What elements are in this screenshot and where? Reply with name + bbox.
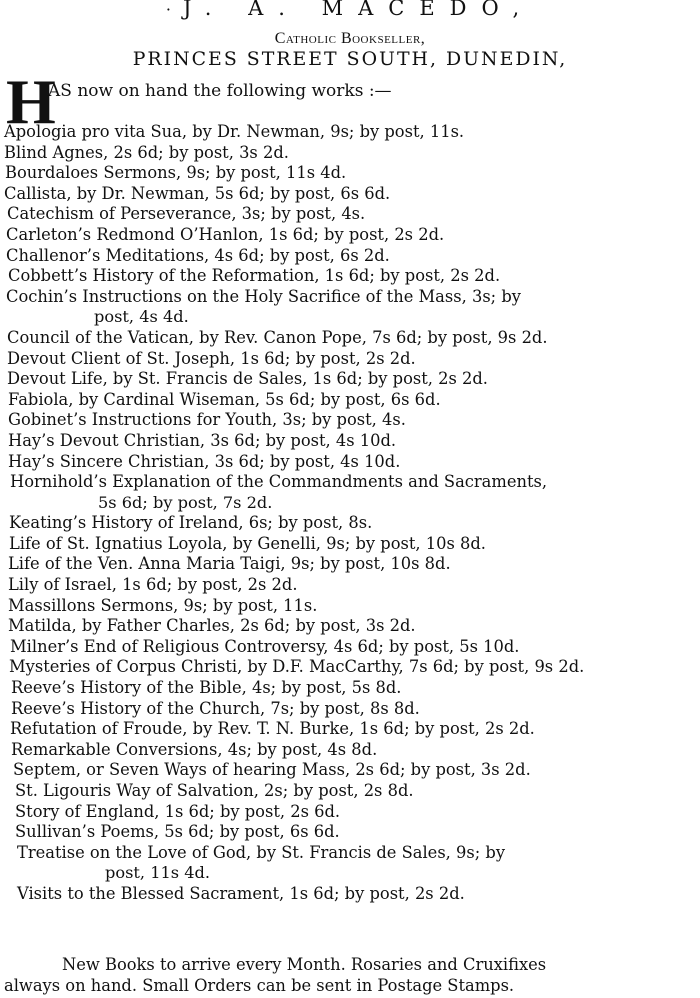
book-entry [0, 349, 700, 370]
book-entry [0, 472, 700, 513]
book-entry-text: Challenor’s Meditations, 4s 6d; by post, 6s 2d. [6, 245, 390, 265]
book-entry-text: Reeve’s History of the Bible, 4s; by post, 5s 8d. [11, 678, 402, 698]
trade-description: Catholic Bookseller, [274, 30, 426, 47]
book-entry-text: Remarkable Conversions, 4s; by post, 4s 8d. [11, 739, 378, 759]
book-entry [0, 740, 700, 761]
book-entry-text: Milner’s End of Religious Controversy, 4s 6d; by post, 5s 10d. [10, 636, 520, 656]
book-entry-text: Visits to the Blessed Sacrament, 1s 6d; by post, 2s 2d. [17, 883, 465, 903]
book-entry-text: Refutation of Froude, by Rev. T. N. Burke, 1s 6d; by post, 2s 2d. [10, 719, 535, 739]
book-entry [0, 596, 700, 617]
book-entry-text: Massillons Sermons, 9s; by post, 11s. [8, 595, 318, 615]
book-entry-continuation: 5s 6d; by post, 7s 2d. [98, 492, 273, 512]
book-entry-text: Council of the Vatican, by Rev. Canon Pope, 7s 6d; by post, 9s 2d. [7, 327, 548, 347]
book-entry [0, 287, 700, 328]
book-entry-text: Story of England, 1s 6d; by post, 2s 6d. [15, 801, 341, 821]
book-entry-text: Treatise on the Love of God, by St. Francis de Sales, 9s; by [17, 842, 506, 862]
book-entry [0, 452, 700, 473]
book-entry [0, 184, 700, 205]
book-entry-text: Mysteries of Corpus Christi, by D.F. MacCarthy, 7s 6d; by post, 9s 2d. [9, 657, 585, 677]
book-entry [0, 534, 700, 555]
advertiser-name-text: J. A. MACEDO, [182, 0, 535, 20]
book-entry [0, 266, 700, 287]
book-entry [0, 637, 700, 658]
book-entry [0, 369, 700, 390]
book-entry-text: Hay’s Devout Christian, 3s 6d; by post, 4s 10d. [8, 430, 397, 450]
book-list [0, 122, 700, 905]
book-entry [0, 431, 700, 452]
book-entry [0, 390, 700, 411]
book-entry [0, 781, 700, 802]
book-entry-continuation: post, 11s 4d. [105, 863, 211, 883]
book-entry-text: Cobbett’s History of the Reformation, 1s 6d; by post, 2s 2d. [8, 266, 501, 286]
book-entry [0, 760, 700, 781]
drop-cap: H [6, 66, 56, 137]
book-entry [0, 657, 700, 678]
book-entry-text: St. Ligouris Way of Salvation, 2s; by post, 2s 8d. [15, 781, 414, 800]
book-entry-text: Carleton’s Redmond O’Hanlon, 1s 6d; by post, 2s 2d. [6, 224, 445, 244]
book-entry-text: Lily of Israel, 1s 6d; by post, 2s 2d. [8, 575, 298, 595]
book-entry [0, 163, 700, 184]
book-entry [0, 122, 700, 143]
book-entry [0, 575, 700, 596]
book-entry [0, 554, 700, 575]
book-entry-text: Reeve’s History of the Church, 7s; by post, 8s 8d. [11, 698, 420, 718]
book-entry [0, 513, 700, 534]
book-entry [0, 822, 700, 843]
book-entry-text: Keating’s History of Ireland, 6s; by post, 8s. [9, 513, 373, 533]
book-entry [0, 246, 700, 267]
book-entry [0, 143, 700, 164]
book-entry-text: Devout Life, by St. Francis de Sales, 1s 6d; by post, 2s 2d. [7, 369, 488, 389]
book-entry-text: Apologia pro vita Sua, by Dr. Newman, 9s; by post, 11s. [4, 122, 465, 141]
intro-text: AS now on hand the following works :— [48, 81, 392, 101]
book-entry-text: Blind Agnes, 2s 6d; by post, 3s 2d. [4, 142, 289, 162]
book-entry-text: Cochin’s Instructions on the Holy Sacrifice of the Mass, 3s; by [6, 286, 521, 306]
book-entry-text: Matilda, by Father Charles, 2s 6d; by post, 3s 2d. [8, 616, 416, 636]
book-entry-text: Life of St. Ignatius Loyola, by Genelli, 9s; by post, 10s 8d. [9, 533, 486, 553]
leading-dot: · [165, 0, 171, 19]
book-entry-text: Sullivan’s Poems, 5s 6d; by post, 6s 6d. [15, 822, 340, 842]
book-entry [0, 719, 700, 740]
book-entry-text: Catechism of Perseverance, 3s; by post, 4s. [7, 204, 366, 224]
book-entry-text: Septem, or Seven Ways of hearing Mass, 2s 6d; by post, 3s 2d. [13, 760, 531, 780]
book-entry-text: Hornihold’s Explanation of the Commandments and Sacraments, [10, 472, 548, 492]
footer-line-2: always on hand. Small Orders can be sent in Postage Stamps. [4, 975, 515, 995]
advertiser-name [0, 0, 700, 22]
book-entry-text: Bourdaloes Sermons, 9s; by post, 11s 4d. [5, 163, 347, 183]
book-entry [0, 699, 700, 720]
book-entry [0, 884, 700, 905]
book-entry-continuation: post, 4s 4d. [94, 307, 189, 327]
footer-notice [4, 955, 694, 996]
book-entry-text: Callista, by Dr. Newman, 5s 6d; by post, 6s 6d. [4, 183, 391, 203]
book-entry-text: Life of the Ven. Anna Maria Taigi, 9s; by post, 10s 8d. [8, 554, 451, 574]
book-entry [0, 204, 700, 225]
book-entry [0, 328, 700, 349]
book-entry-text: Fabiola, by Cardinal Wiseman, 5s 6d; by post, 6s 6d. [8, 389, 441, 409]
shop-address: PRINCES STREET SOUTH, DUNEDIN, [132, 48, 568, 70]
book-entry [0, 802, 700, 823]
book-entry [0, 410, 700, 431]
book-entry [0, 225, 700, 246]
footer-line-1: New Books to arrive every Month. Rosaries and Cruxifixes [62, 955, 547, 974]
book-entry-text: Gobinet’s Instructions for Youth, 3s; by post, 4s. [8, 410, 406, 430]
book-entry [0, 678, 700, 699]
book-entry [0, 616, 700, 637]
book-entry-text: Hay’s Sincere Christian, 3s 6d; by post, 4s 10d. [8, 451, 401, 471]
book-entry-text: Devout Client of St. Joseph, 1s 6d; by post, 2s 2d. [7, 348, 416, 368]
book-entry [0, 843, 700, 884]
